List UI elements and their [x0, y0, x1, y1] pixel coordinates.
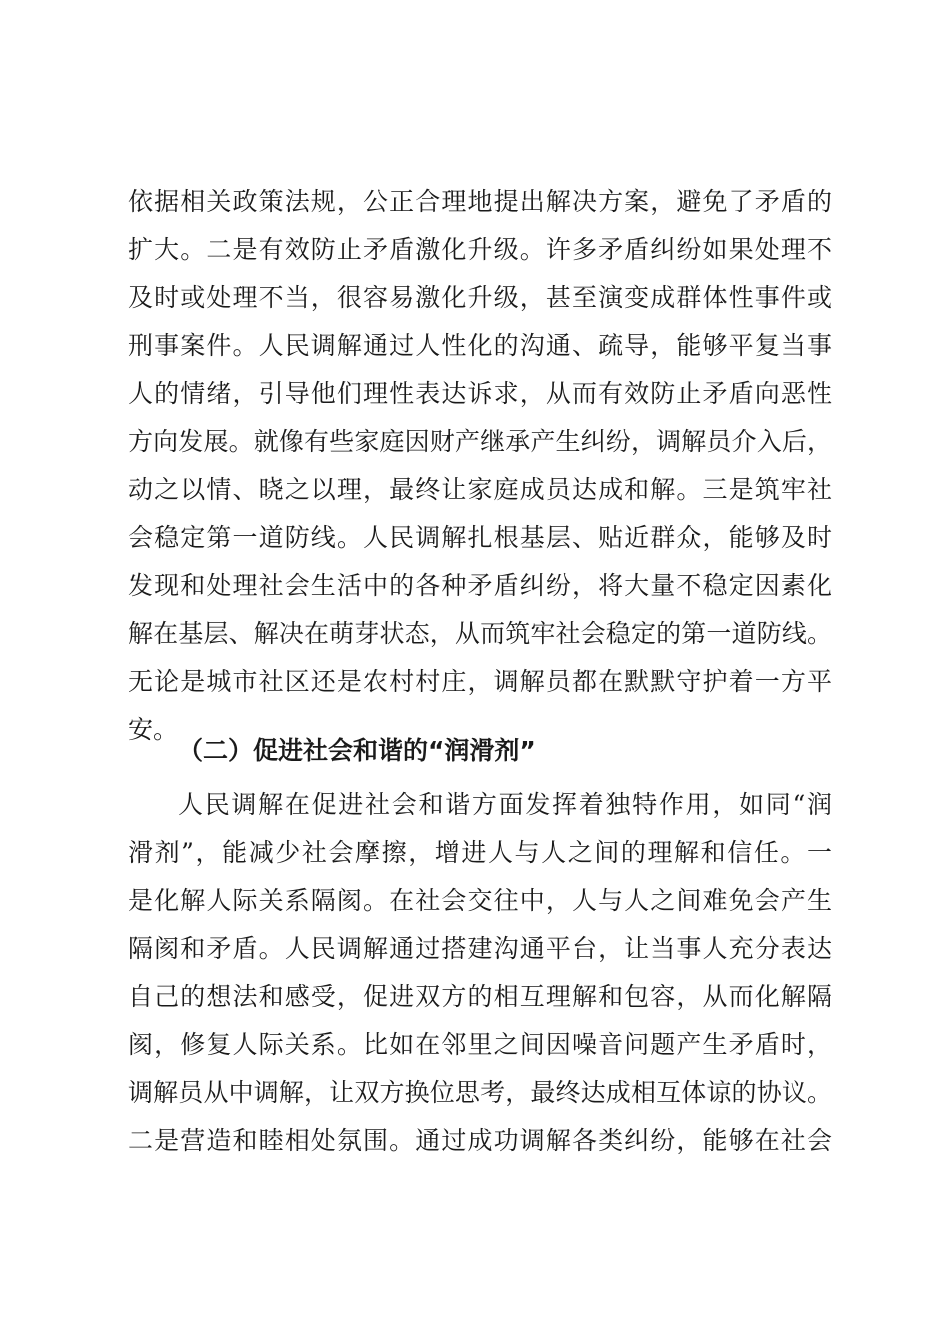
paragraph-line: 无论是城市社区还是农村村庄，调解员都在默默守护着一方平	[128, 667, 832, 696]
paragraph-line: 会稳定第一道防线。人民调解扎根基层、贴近群众，能够及时	[128, 523, 832, 552]
paragraph-line: 及时或处理不当，很容易激化升级，甚至演变成群体性事件或	[128, 283, 832, 312]
paragraph-line: 刑事案件。人民调解通过人性化的沟通、疏导，能够平复当事	[128, 331, 832, 360]
paragraph-line: 方向发展。就像有些家庭因财产继承产生纠纷，调解员介入后，	[128, 427, 832, 456]
paragraph-line: 自己的想法和感受，促进双方的相互理解和包容，从而化解隔	[128, 982, 832, 1011]
paragraph-line: 扩大。二是有效防止矛盾激化升级。许多矛盾纠纷如果处理不	[128, 235, 832, 264]
paragraph-line: 依据相关政策法规，公正合理地提出解决方案，避免了矛盾的	[128, 187, 832, 216]
paragraph-line: 发现和处理社会生活中的各种矛盾纠纷，将大量不稳定因素化	[128, 571, 832, 600]
body-paragraph-2	[128, 781, 832, 1165]
paragraph-line: 安。	[128, 715, 179, 744]
paragraph-line: 调解员从中调解，让双方换位思考，最终达成相互体谅的协议。	[128, 1078, 832, 1107]
paragraph-line: 是化解人际关系隔阂。在社会交往中，人与人之间难免会产生	[128, 886, 832, 915]
paragraph-line: 隔阂和矛盾。人民调解通过搭建沟通平台，让当事人充分表达	[128, 934, 832, 963]
paragraph-line: 阂，修复人际关系。比如在邻里之间因噪音问题产生矛盾时，	[128, 1030, 832, 1059]
section-heading: （二）促进社会和谐的“润滑剂”	[178, 736, 536, 765]
paragraph-line: 动之以情、晓之以理，最终让家庭成员达成和解。三是筑牢社	[128, 475, 832, 504]
paragraph-line: 人的情绪，引导他们理性表达诉求，从而有效防止矛盾向恶性	[128, 379, 832, 408]
paragraph-line: 滑剂”，能减少社会摩擦，增进人与人之间的理解和信任。一	[128, 838, 832, 867]
paragraph-line: 人民调解在促进社会和谐方面发挥着独特作用，如同“润	[178, 790, 832, 819]
paragraph-line: 二是营造和睦相处氛围。通过成功调解各类纠纷，能够在社会	[128, 1126, 832, 1155]
body-paragraph-1	[128, 178, 832, 754]
paragraph-line: 解在基层、解决在萌芽状态，从而筑牢社会稳定的第一道防线。	[128, 619, 832, 648]
